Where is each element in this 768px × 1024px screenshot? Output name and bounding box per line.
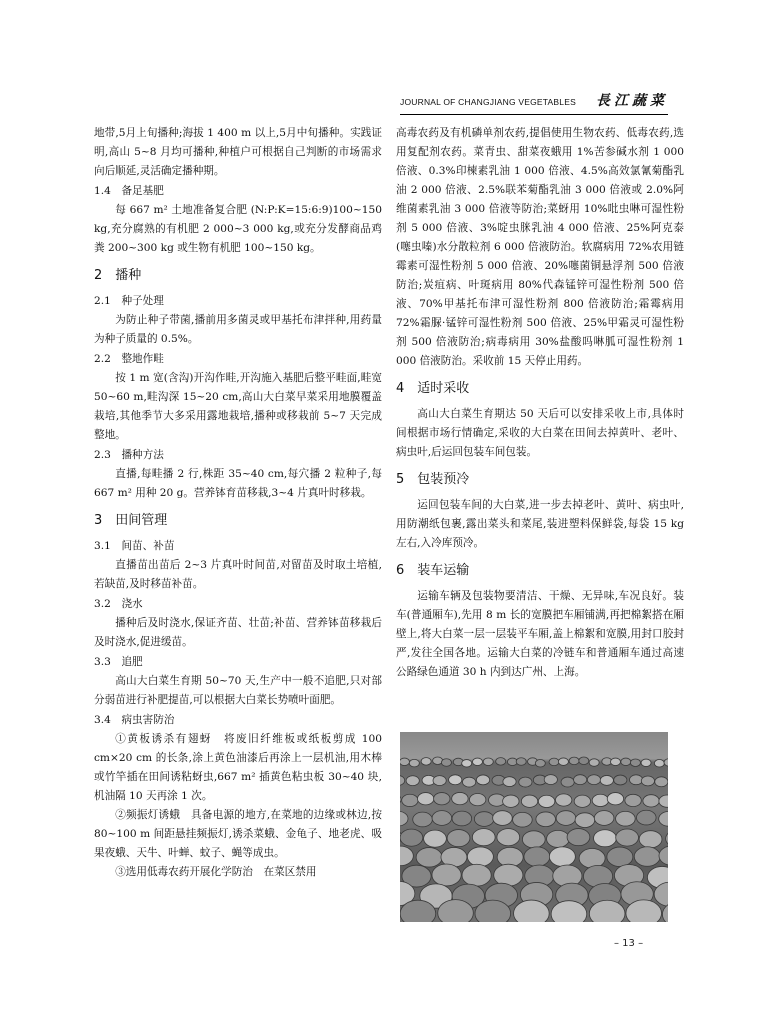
cabbage-head [452,792,468,804]
cabbage-head [549,847,575,867]
page-number: – 13 – [614,938,644,949]
cabbage-head [493,811,513,826]
journal-name-chinese: 長江蔬菜 [596,93,668,109]
cabbage-head [600,775,613,785]
cabbage-head [659,846,668,866]
cabbage-head [400,758,409,766]
cabbage-head [607,793,623,805]
cabbage-head [579,757,589,765]
cabbage-head [616,829,639,846]
cabbage-head [641,759,651,767]
cabbage-head [449,775,462,785]
cabbage-head [639,831,662,848]
cabbage-head [433,776,446,786]
subsection-heading: 2.2 整地作畦 [94,353,164,365]
cabbage-head [574,775,587,785]
cabbage-head [536,812,556,827]
paragraph: 运回包装车间的大白菜,进一步去掉老叶、黄叶、病虫叶,用防潮纸包裹,露出菜头和菜尾,装进塑料保鲜袋,每袋 15 kg 左右,入冷库预冷。 [396,499,684,549]
running-header [400,94,668,115]
cabbage-head [522,831,545,848]
cabbage-head [472,758,482,766]
cabbage-head [555,794,571,806]
cabbage-head [569,757,579,765]
cabbage-head [467,847,493,867]
cabbage-head [636,810,656,825]
cabbage-head [402,794,418,806]
cabbage-head [535,760,545,768]
cabbage-head [659,795,668,807]
cabbage-head [643,795,659,807]
cabbage-head [433,757,443,765]
cabbage-head [614,775,627,785]
cabbage-head [447,830,470,847]
cabbage-head [438,900,474,922]
cabbage-head [400,811,408,826]
subsection-heading: 2.3 播种方法 [94,449,164,461]
cabbage-head [421,758,431,766]
cabbage-head [556,811,576,826]
cabbage-head [594,830,617,847]
cabbage-head [516,758,526,766]
cabbage-head [483,758,493,766]
cabbage-head [589,759,599,767]
cabbage-head [621,758,631,766]
paragraph: 高山大白菜生育期达 50 天后可以安排采收上市,具体时间根据市场行情确定,采收的大白菜在田间去掉黄叶、老叶、病虫叶,后运回包装车间包装。 [396,408,684,458]
cabbage-head [567,829,590,846]
cabbage-head [432,864,461,886]
subsection-heading: 3.1 间苗、补苗 [94,540,175,552]
paragraph: 运输车辆及包装物要清洁、干燥、无异味,车况良好。装车(普通厢车),先用 8 m 长的宽膜把车厢铺满,再把棉絮搭在厢壁上,将大白菜一层一层装平车厢,盖上棉絮和宽膜,用封口胶封严,发往全国各地。运输大白菜的冷链车和普通厢车通过高速公路绿色通道 30 h 内到达广州、上海。 [396,590,684,678]
cabbage-head [432,811,452,826]
cabbage-head [441,759,451,767]
cabbage-head [434,793,450,805]
cabbage-head [561,777,574,787]
section-heading: 6 装车运输 [396,563,470,578]
paragraph: 高山大白菜生育期 50~70 天,生产中一般不追肥,只对部分弱苗进行补肥提苗,可以根据大白菜长势喷叶面肥。 [94,675,382,706]
paragraph: ②频振灯诱蛾 具备电源的地方,在菜地的边缘或林边,按 80~100 m 间距悬挂频振灯,诱杀菜蛾、金龟子、地老虎、吸果夜蛾、天牛、叶蝉、蚊子、蝇等成虫。 [94,809,382,859]
cabbage-head [463,777,476,787]
subsection-heading: 3.4 病虫害防治 [94,714,175,726]
cabbage-head [503,777,516,787]
cabbage-head [417,793,433,805]
cabbage-head [503,795,519,807]
cabbage-head [409,759,419,767]
section-heading: 2 播种 [94,268,142,283]
cabbage-head [575,813,595,828]
cabbage-head [664,759,668,767]
right-column [396,124,684,682]
cabbage-head [400,793,401,805]
cabbage-head [574,795,590,807]
journal-name-english: JOURNAL OF CHANGJIANG VEGETABLES [400,97,576,107]
paragraph: 每 667 m² 土地准备复合肥 (N:P:K=15:6:9)100~150 kg,充分腐熟的有机肥 2 000~3 000 kg,或充分发酵商品鸡粪 200~300 kg 或生物有机肥 100~150 kg。 [94,204,382,254]
cabbage-head [579,849,605,869]
cabbage-head [400,846,413,866]
cabbage-head [549,758,559,766]
paragraph: 播种后及时浇水,保证齐苗、壮苗;补苗、营养钵苗移栽后及时浇水,促进缓苗。 [94,617,382,648]
paragraph: ③选用低毒农药开展化学防治 在菜区禁用 [115,866,317,878]
cabbage-head [666,830,668,847]
cabbage-head [469,793,485,805]
cabbage-head [462,864,491,886]
cabbage-head [519,777,532,787]
cabbage-head [587,775,600,785]
cabbage-head [544,775,557,785]
cabbage-head [462,760,472,768]
cabbage-head [496,758,506,766]
cabbage-head [538,795,554,807]
paragraph: 直播,每畦播 2 行,株距 35~40 cm,每穴播 2 粒种子,每 667 m² 用种 20 g。营养钵育苗移栽,3~4 片真叶时移栽。 [94,468,382,499]
section-heading: 5 包装预冷 [396,472,470,487]
subsection-heading: 2.1 种子处理 [94,295,164,307]
cabbage-head [416,848,442,868]
cabbage-head [547,830,570,847]
cabbage-head [497,829,520,846]
cabbage-head [607,847,633,867]
cabbage-head [625,794,641,806]
cabbage-head [558,758,568,766]
section-heading: 3 田间管理 [94,513,168,528]
cabbage-head [494,864,523,886]
cabbage-head [513,812,533,827]
left-column [94,124,382,882]
cabbage-head [521,795,537,807]
cabbage-head [400,776,405,786]
cabbage-head [592,794,608,806]
cabbage-head [476,775,489,785]
subsection-heading: 3.2 浇水 [94,598,143,610]
cabbage-head [630,759,640,767]
cabbage-head [400,829,423,846]
paragraph: ①黄板诱杀有翅蚜 将废旧纤维板或纸板剪成 100 cm×20 cm 的长条,涂上黄色油漆后再涂上一层机油,用木棒或竹竿插在田间诱粘蚜虫,667 m² 插黄色粘虫板 30~40 块,机油隔 10 天再涂 1 次。 [94,733,382,802]
cabbage-head [616,811,636,826]
cabbage-head [524,847,550,867]
cabbage-head [641,776,654,786]
cabbage-head [659,812,668,827]
section-heading: 4 适时采收 [396,381,470,396]
cabbage-head [630,775,643,785]
paragraph: 为防止种子带菌,播前用多菌灵或甲基托布津拌种,用药量为种子质量的 0.5%。 [94,314,382,345]
cabbage-head [655,777,668,787]
cabbage-head [594,811,614,826]
subsection-heading: 3.3 追肥 [94,656,143,668]
cabbage-head [474,812,494,827]
cabbage-field-photo [400,732,668,922]
cabbage-head [610,758,620,766]
cabbage-head [654,760,664,768]
cabbage-head [452,811,472,826]
cabbage-head [472,829,495,846]
cabbage-head [424,830,447,847]
cabbage-head [406,776,419,786]
cabbage-head [413,812,433,827]
paragraph: 按 1 m 宽(含沟)开沟作畦,开沟施入基肥后整平畦面,畦宽 50~60 m,畦沟深 15~20 cm,高山大白菜早菜采用地膜覆盖栽培,其他季节大多采用露地栽培,播种或移栽前 5~7 天完成整地。 [94,372,382,441]
paragraph: 高毒农药及有机磷单剂农药,提倡使用生物农药、低毒农药,选用复配剂农药。菜青虫、甜菜夜蛾用 1%苦参碱水剂 1 000 倍液、0.3%印楝素乳油 1 000 倍液、4.5%高效氯氰菊酯乳油 2 000 倍液、2.5%联苯菊酯乳油 3 000 倍液或 2.0%阿维菌素乳油 3 000 倍液等防治;菜蚜用 10%吡虫啉可湿性粉剂 5 000 倍液、3%啶虫脒乳油 4 000 倍液、25%阿克泰(噻虫嗪)水分散粒剂 6 000 倍液防治。软腐病用 72%农用链霉素可湿性粉剂 5 000 倍液、20%噻菌铜悬浮剂 500 倍液防治;炭疽病、叶斑病用 80%代森锰锌可湿性粉剂 500 倍液、70%甲基托布津可湿性粉剂 800 倍液防治;霜霉病用 72%霜脲·锰锌可湿性粉剂 500 倍液、25%甲霜灵可湿性粉剂 500 倍液防治;病毒病用 30%盐酸吗啉胍可湿性粉剂 1 000 倍液防治。采收前 15 天停止用药。 [396,127,684,367]
subsection-heading: 1.4 备足基肥 [94,185,164,197]
paragraph: 地带,5月上旬播种;海拔 1 400 m 以上,5月中旬播种。实践证明,高山 5~8 月均可播种,种植户可根据自己判断的市场需求向后顺延,灵活确定播种期。 [94,127,382,177]
paragraph: 直播苗出苗后 2~3 片真叶时间苗,对留苗及时取土培植,若缺苗,及时移苗补苗。 [94,559,382,590]
cabbage-head [634,847,660,867]
